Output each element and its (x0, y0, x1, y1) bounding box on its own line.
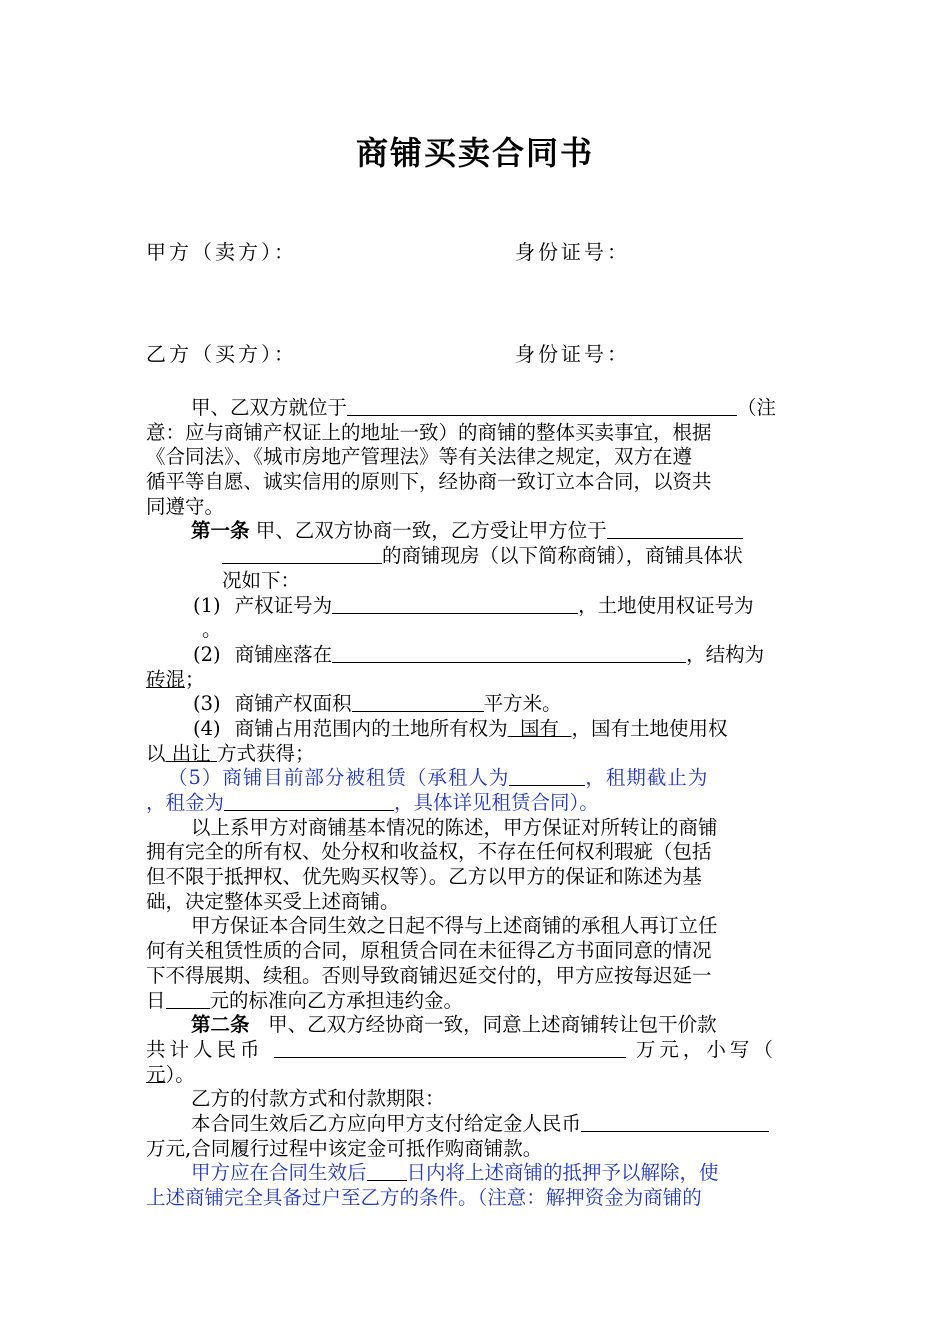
lease-note-text: ，具体详见租赁合同）。 (394, 791, 599, 814)
intro-line: 意：应与商铺产权证上的地址一致）的商铺的整体买卖事宜，根据 (146, 420, 712, 444)
article-2-text: 万元，小写（ (635, 1037, 777, 1061)
article-1-line (146, 544, 806, 569)
intro-text: 甲、乙双方就位于 (191, 396, 348, 419)
party-a-id-label: 身份证号： (515, 240, 630, 264)
item-4 (146, 717, 806, 742)
mortgage-line (146, 1161, 806, 1186)
payment-heading: 乙方的付款方式和付款期限： (191, 1087, 445, 1111)
lease-line: 何有关租赁性质的合同，原租赁合同在未征得乙方书面同意的情况 (146, 939, 712, 963)
item-3 (146, 692, 806, 717)
article-2-line (146, 1038, 806, 1063)
mortgage-line: 上述商铺完全具备过户至乙方的条件。（注意：解押资金为商铺的 (146, 1186, 702, 1209)
warranty-line: 础，决定整体买受上述商铺。 (146, 889, 400, 913)
contract-body (146, 396, 806, 1211)
item-2-cont (146, 668, 806, 693)
lease-line: 下不得展期、续租。否则导致商铺迟延交付的，甲方应按每迟延一 (146, 963, 712, 987)
lease-note-text: ，租金为 (146, 791, 225, 814)
item-text: 商铺产权面积 (234, 692, 352, 716)
item-number: (1) (193, 593, 221, 617)
item-4-cont (146, 742, 806, 767)
mortgage-text: 日内将上述商铺的抵押予以解除，使 (406, 1161, 719, 1185)
party-a-label: 甲方（卖方）： (146, 240, 297, 264)
item-number: (3) (193, 692, 221, 716)
deposit-text: 本合同生效后乙方应向甲方支付给定金人民币 (191, 1111, 582, 1135)
article-2-text: 甲、乙双方经协商一致，同意上述商铺转让包干价款 (268, 1013, 717, 1037)
item-1 (146, 594, 806, 619)
item-5 (146, 766, 806, 791)
grant-method-text: 出让 (171, 741, 211, 765)
location-address-blank[interactable] (332, 644, 686, 663)
item-5-cont (146, 791, 806, 816)
article-2-line (146, 1013, 806, 1038)
item-text: ，国有土地使用权 (571, 716, 728, 740)
article-1-text: 甲、乙双方协商一致，乙方受让甲方位于 (255, 519, 607, 543)
item-text: 以 (146, 741, 166, 765)
warranty-line: 拥有完全的所有权、处分权和收益权，不存在任何权利瑕疵（包括 (146, 840, 712, 864)
item-text: 平方米。 (483, 692, 562, 716)
item-text: 商铺占用范围内的土地所有权为 (234, 716, 508, 740)
item-number: (2) (193, 642, 221, 666)
intro-line: 循平等自愿、诚实信用的原则下，经协商一致订立本合同，以资共 (146, 470, 712, 494)
lease-line (146, 989, 806, 1014)
intro-note-open: （注 (737, 396, 777, 419)
mortgage-text: 甲方应在合同生效后 (191, 1161, 367, 1185)
article-1-label: 第一条 (191, 519, 250, 543)
land-ownership-text: 国有 (520, 716, 560, 740)
lease-text: 元的标准向乙方承担违约金。 (209, 988, 464, 1012)
rent-blank[interactable] (224, 792, 394, 811)
land-ownership-value (508, 717, 572, 740)
item-1-end: 。 (202, 618, 222, 642)
deposit-line: 万元,合同履行过程中该定金可抵作购商铺款。 (146, 1136, 543, 1160)
item-number: (4) (193, 716, 221, 740)
mortgage-days-blank[interactable] (367, 1162, 407, 1181)
item-2 (146, 643, 806, 668)
article-2-text: ）。 (165, 1062, 195, 1086)
article-2-text: 共计人民币 (146, 1037, 264, 1061)
article-2-line (146, 1063, 806, 1088)
item-text: 产权证号为 (234, 593, 333, 617)
intro-line: 《合同法》、《城市房地产管理法》等有关法律之规定，双方在遵 (146, 445, 693, 469)
lease-note-text: （5）商铺目前部分被租赁（承租人为 (168, 766, 510, 790)
item-text: 方式获得； (216, 741, 315, 765)
intro-line: 同遵守。 (146, 494, 225, 518)
item-text: ，结构为 (686, 642, 765, 666)
article-1-line (146, 519, 806, 544)
lease-text: 日 (146, 988, 166, 1012)
item-text: ，土地使用权证号为 (578, 593, 754, 617)
lease-line: 甲方保证本合同生效之日起不得与上述商铺的承租人再订立任 (191, 914, 718, 938)
deposit-line (146, 1112, 806, 1137)
item-text: ； (185, 667, 205, 691)
party-b-id-label: 身份证号： (515, 342, 630, 366)
tenant-blank[interactable] (509, 767, 585, 786)
party-b-label: 乙方（买方）： (146, 342, 297, 366)
deposit-blank[interactable] (581, 1113, 769, 1132)
location-blank-2[interactable] (222, 545, 382, 564)
address-blank[interactable] (347, 397, 737, 416)
warranty-line: 以上系甲方对商铺基本情况的陈述，甲方保证对所转让的商铺 (191, 815, 718, 839)
location-blank[interactable] (607, 520, 743, 539)
penalty-blank[interactable] (166, 990, 210, 1009)
property-cert-blank[interactable] (332, 595, 578, 614)
article-2-label: 第二条 (191, 1013, 250, 1037)
document-title: 商铺买卖合同书 (355, 134, 594, 172)
lease-note-text: ，租期截止为 (585, 766, 709, 790)
price-blank[interactable] (274, 1039, 626, 1058)
article-1-text: 的商铺现房（以下简称商铺），商铺具体状 (382, 544, 743, 568)
yuan-unit: 元 (146, 1062, 166, 1086)
area-blank[interactable] (352, 693, 484, 712)
article-1-line: 况如下： (222, 568, 301, 592)
grant-method-value (166, 742, 217, 765)
intro-line (146, 396, 806, 421)
warranty-line: 但不限于抵押权、优先购买权等）。乙方以甲方的保证和陈述为基 (146, 865, 702, 889)
structure-value: 砖混 (146, 667, 186, 691)
item-text: 商铺座落在 (234, 642, 333, 666)
